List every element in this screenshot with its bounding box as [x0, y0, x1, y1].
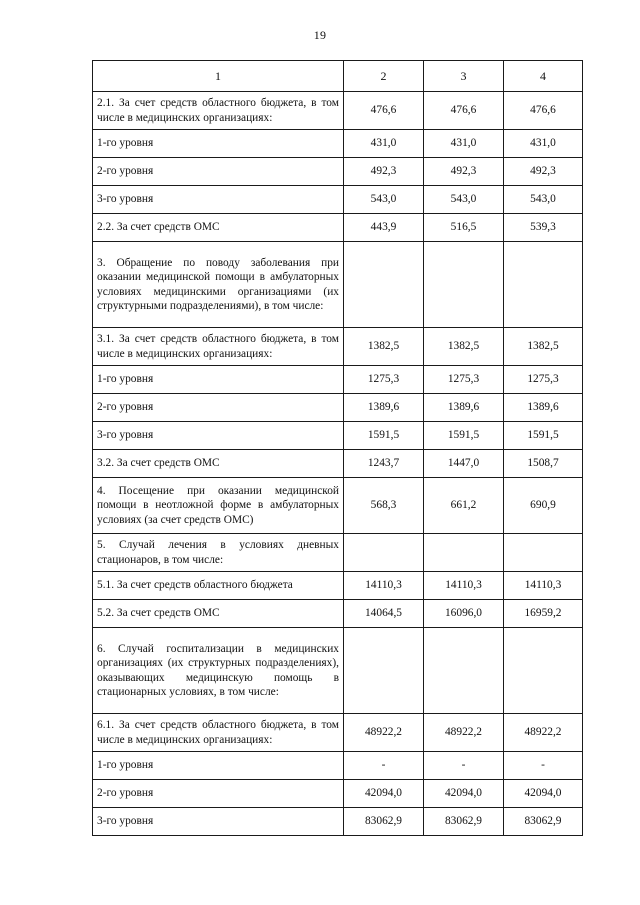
- table-row: [93, 92, 583, 130]
- row-label: 2-го уровня: [93, 780, 344, 808]
- row-label: 3-го уровня: [93, 422, 344, 450]
- value-cell-col4: 1275,3: [504, 366, 583, 394]
- value-cell-col4: 83062,9: [504, 808, 583, 836]
- page-number: 19: [313, 28, 327, 42]
- value-cell-col2: 42094,0: [344, 780, 424, 808]
- value-cell-col4: 539,3: [504, 214, 583, 242]
- value-cell-col2: 543,0: [344, 186, 424, 214]
- value-cell-col3: 661,2: [424, 478, 504, 534]
- row-label: 3.1. За счет средств областного бюджета, в том числе в медицинских организациях:: [93, 328, 344, 366]
- row-label: 3.2. За счет средств ОМС: [93, 450, 344, 478]
- value-cell-col3: 476,6: [424, 92, 504, 130]
- value-cell-col3: 83062,9: [424, 808, 504, 836]
- value-cell-col2: 1382,5: [344, 328, 424, 366]
- row-label: 3. Обращение по поводу заболевания при оказании медицинской помощи в амбулаторных условиях медицинскими организациями (их структурными подразделениями), в том числе:: [93, 242, 344, 328]
- value-cell-col4: 1508,7: [504, 450, 583, 478]
- value-cell-col4: [504, 628, 583, 714]
- value-cell-col3: [424, 534, 504, 572]
- table-row: [93, 214, 583, 242]
- value-cell-col4: 1591,5: [504, 422, 583, 450]
- value-cell-col3: 516,5: [424, 214, 504, 242]
- value-cell-col2: [344, 534, 424, 572]
- table-row: [93, 572, 583, 600]
- value-cell-col2: 431,0: [344, 130, 424, 158]
- value-cell-col4: 476,6: [504, 92, 583, 130]
- row-label: 5.2. За счет средств ОМС: [93, 600, 344, 628]
- value-cell-col4: 1382,5: [504, 328, 583, 366]
- value-cell-col3: [424, 242, 504, 328]
- value-cell-col3: 1389,6: [424, 394, 504, 422]
- value-cell-col4: [504, 242, 583, 328]
- row-label: 5. Случай лечения в условиях дневных стационаров, в том числе:: [93, 534, 344, 572]
- value-cell-col4: 690,9: [504, 478, 583, 534]
- row-label: 1-го уровня: [93, 366, 344, 394]
- value-cell-col4: [504, 534, 583, 572]
- column-header-1: 1: [93, 61, 344, 92]
- row-label: 6.1. За счет средств областного бюджета, в том числе в медицинских организациях:: [93, 714, 344, 752]
- value-cell-col2: 1275,3: [344, 366, 424, 394]
- column-header-4: 4: [504, 61, 583, 92]
- table-row: [93, 478, 583, 534]
- value-cell-col3: 1275,3: [424, 366, 504, 394]
- value-cell-col2: 1591,5: [344, 422, 424, 450]
- value-cell-col4: -: [504, 752, 583, 780]
- value-cell-col3: [424, 628, 504, 714]
- table-row: [93, 186, 583, 214]
- value-cell-col2: 568,3: [344, 478, 424, 534]
- value-cell-col2: 83062,9: [344, 808, 424, 836]
- value-cell-col4: 48922,2: [504, 714, 583, 752]
- value-cell-col3: 16096,0: [424, 600, 504, 628]
- table-row: [93, 366, 583, 394]
- table-row: [93, 534, 583, 572]
- value-cell-col2: 14110,3: [344, 572, 424, 600]
- row-label: 2.2. За счет средств ОМС: [93, 214, 344, 242]
- value-cell-col3: 48922,2: [424, 714, 504, 752]
- value-cell-col2: 1389,6: [344, 394, 424, 422]
- data-table: [92, 60, 583, 836]
- table-row: [93, 780, 583, 808]
- value-cell-col2: 48922,2: [344, 714, 424, 752]
- value-cell-col4: 492,3: [504, 158, 583, 186]
- row-label: 2-го уровня: [93, 158, 344, 186]
- row-label: 3-го уровня: [93, 808, 344, 836]
- value-cell-col2: 1243,7: [344, 450, 424, 478]
- value-cell-col3: 543,0: [424, 186, 504, 214]
- table-row: [93, 600, 583, 628]
- table-row: [93, 242, 583, 328]
- row-label: 5.1. За счет средств областного бюджета: [93, 572, 344, 600]
- row-label: 2-го уровня: [93, 394, 344, 422]
- value-cell-col4: 1389,6: [504, 394, 583, 422]
- value-cell-col3: 1382,5: [424, 328, 504, 366]
- table-row: [93, 394, 583, 422]
- value-cell-col3: 431,0: [424, 130, 504, 158]
- table-row: [93, 450, 583, 478]
- table-row: [93, 328, 583, 366]
- table-row: [93, 752, 583, 780]
- table-row: [93, 628, 583, 714]
- header-row: [93, 61, 583, 92]
- value-cell-col2: [344, 628, 424, 714]
- value-cell-col3: 42094,0: [424, 780, 504, 808]
- value-cell-col3: 14110,3: [424, 572, 504, 600]
- table-row: [93, 714, 583, 752]
- value-cell-col4: 16959,2: [504, 600, 583, 628]
- value-cell-col4: 543,0: [504, 186, 583, 214]
- value-cell-col3: 1591,5: [424, 422, 504, 450]
- value-cell-col2: -: [344, 752, 424, 780]
- column-header-3: 3: [424, 61, 504, 92]
- row-label: 2.1. За счет средств областного бюджета, в том числе в медицинских организациях:: [93, 92, 344, 130]
- value-cell-col2: [344, 242, 424, 328]
- table-row: [93, 130, 583, 158]
- row-label: 4. Посещение при оказании медицинской помощи в неотложной форме в амбулаторных условиях (за счет средств ОМС): [93, 478, 344, 534]
- value-cell-col4: 14110,3: [504, 572, 583, 600]
- column-header-2: 2: [344, 61, 424, 92]
- table-body: [93, 92, 583, 836]
- value-cell-col2: 492,3: [344, 158, 424, 186]
- value-cell-col4: 42094,0: [504, 780, 583, 808]
- row-label: 3-го уровня: [93, 186, 344, 214]
- row-label: 6. Случай госпитализации в медицинских организациях (их структурных подразделениях), оказывающих медицинскую помощь в стационарных условиях, в том числе:: [93, 628, 344, 714]
- value-cell-col2: 14064,5: [344, 600, 424, 628]
- row-label: 1-го уровня: [93, 752, 344, 780]
- value-cell-col2: 476,6: [344, 92, 424, 130]
- value-cell-col2: 443,9: [344, 214, 424, 242]
- table-row: [93, 158, 583, 186]
- table-row: [93, 808, 583, 836]
- value-cell-col3: 492,3: [424, 158, 504, 186]
- value-cell-col3: -: [424, 752, 504, 780]
- value-cell-col4: 431,0: [504, 130, 583, 158]
- table-row: [93, 422, 583, 450]
- row-label: 1-го уровня: [93, 130, 344, 158]
- value-cell-col3: 1447,0: [424, 450, 504, 478]
